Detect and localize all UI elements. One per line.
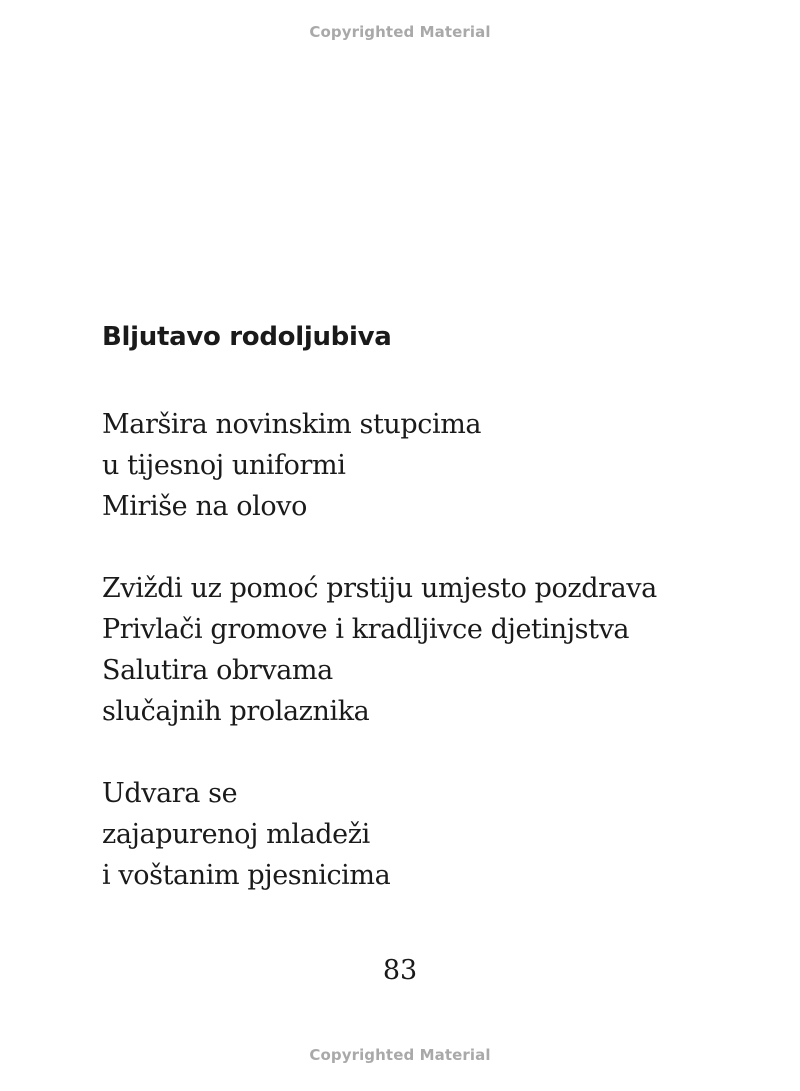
poem-line: zajapurenoj mladeži [102,819,370,850]
stanza [102,773,657,896]
stanza [102,568,657,732]
poem-line: i voštanim pjesnicima [102,860,391,891]
copyright-watermark-top: Copyrighted Material [309,23,491,41]
poem-line: u tijesnoj uniformi [102,450,346,481]
poem-line: Privlači gromove i kradljivce djetinjstva [102,614,630,645]
poem-line: slučajnih prolaznika [102,696,370,727]
poem-line: Salutira obrvama [102,655,333,686]
poem-body [102,404,657,937]
poem-line: Zviždi uz pomoć prstiju umjesto pozdrava [102,573,657,604]
poem-line: Maršira novinskim stupcima [102,409,482,440]
copyright-watermark-bottom: Copyrighted Material [309,1046,491,1064]
stanza [102,404,657,527]
poem-line: Udvara se [102,778,238,809]
poem-line: Miriše na olovo [102,491,307,522]
poem-title: Bljutavo rodoljubiva [102,322,392,352]
page-number: 83 [382,955,418,986]
